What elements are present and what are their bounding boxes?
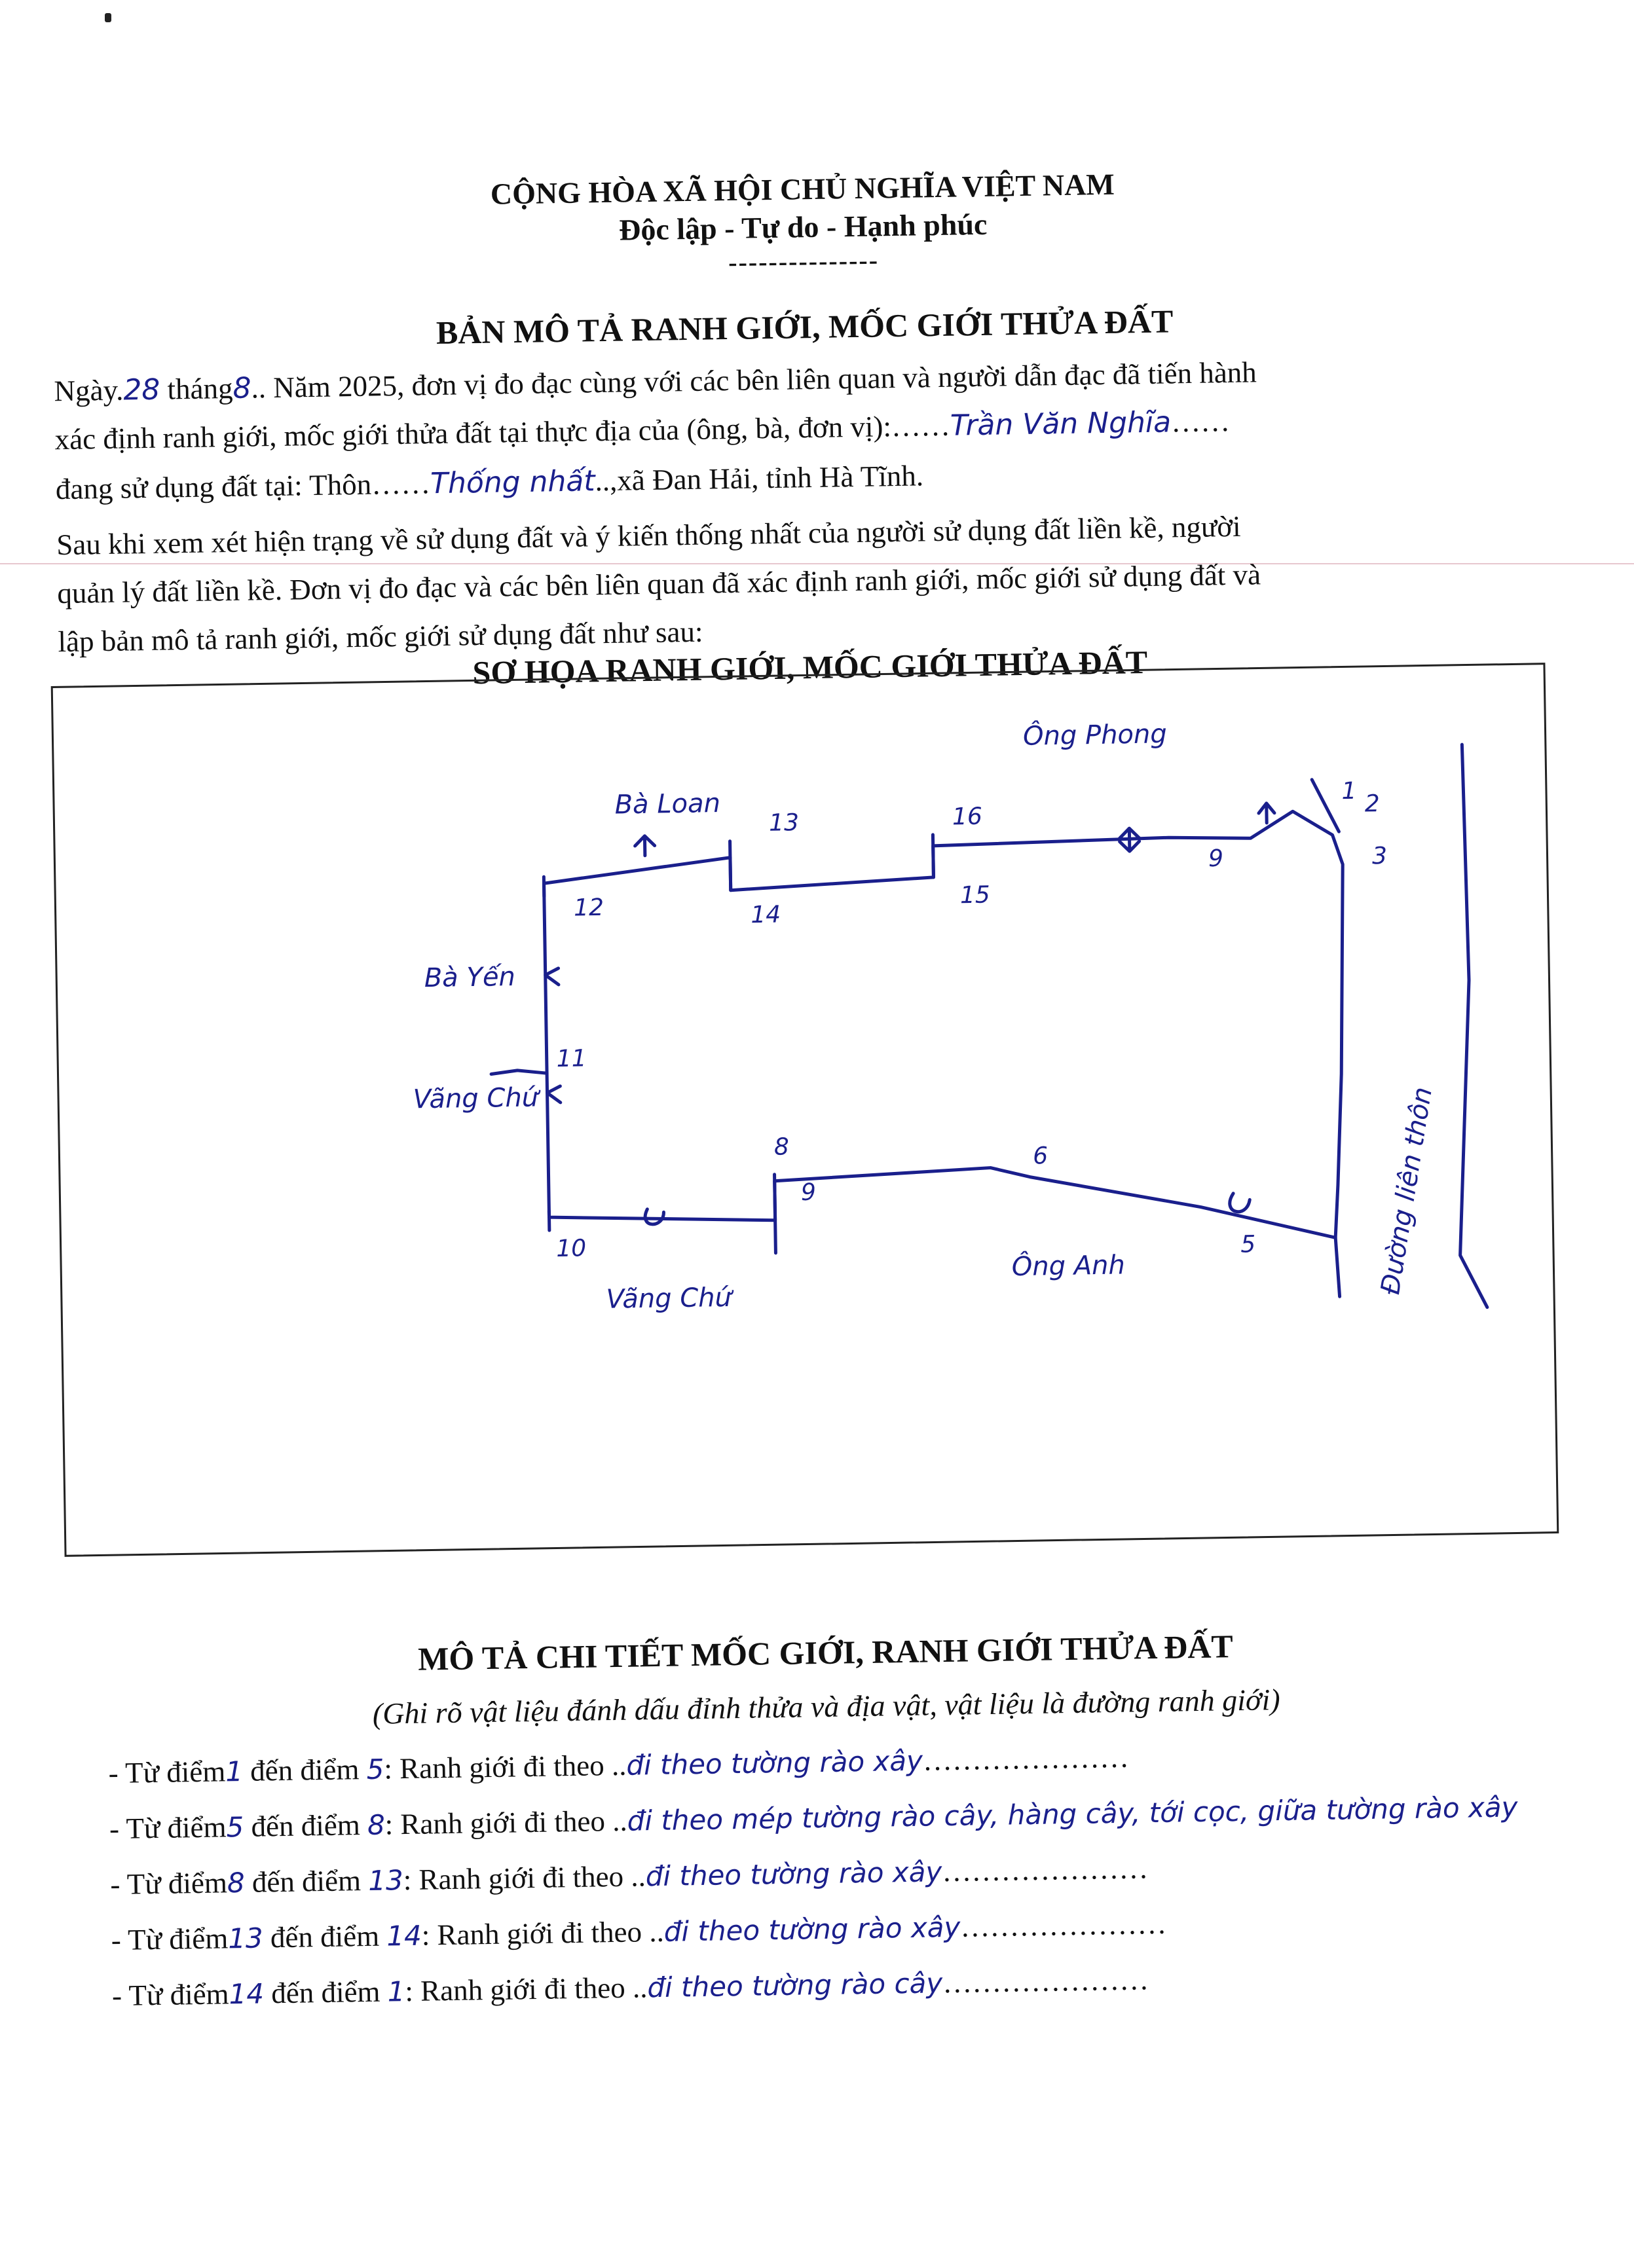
day-value: 28 — [122, 373, 160, 407]
point-label: 13 — [768, 809, 800, 837]
point-label: 16 — [952, 803, 983, 831]
village-name: Thống nhất — [430, 464, 595, 501]
label-road: Đường liên thôn — [1375, 1085, 1439, 1297]
intro-line-1: Ngày.28 tháng8.. Năm 2025, đơn vị đo đạc cùng với các bên liên quan và người dẫn đạc đã tiến hành — [54, 356, 1257, 408]
point-label: 1 — [1341, 777, 1357, 805]
point-label: 9 — [800, 1179, 817, 1207]
sketch-title: SƠ HỌA RANH GIỚI, MỐC GIỚI THỬA ĐẤT — [472, 644, 1148, 691]
owner-name: Trần Văn Nghĩa — [950, 405, 1172, 443]
detail-row: - Từ điểm8 đến điểm 13: Ranh giới đi theo ..đi theo tường rào xây………………… — [109, 1852, 1149, 1901]
month-value: 8 — [232, 371, 251, 405]
point-label: 12 — [573, 894, 604, 922]
label-neighbor-bottom-right: Ông Anh — [1011, 1250, 1126, 1283]
label-neighbor-top: Bà Loan — [614, 788, 721, 820]
point-label: 15 — [959, 881, 991, 909]
point-label: 9 — [1208, 845, 1224, 873]
paragraph-line-3: lập bản mô tả ranh giới, mốc giới sử dụng đất như sau: — [58, 615, 703, 659]
point-label: 11 — [556, 1045, 587, 1072]
nation-header: CỘNG HÒA XÃ HỘI CHỦ NGHĨA VIỆT NAM — [490, 167, 1115, 211]
paragraph-line-1: Sau khi xem xét hiện trạng về sử dụng đất và ý kiến thống nhất của người sử dụng đất liền kề, người — [56, 509, 1241, 562]
point-label: 3 — [1371, 842, 1388, 870]
label-neighbor-left-2: Vãng Chứ — [413, 1082, 539, 1115]
detail-row: - Từ điểm14 đến điểm 1: Ranh giới đi theo ..đi theo tường rào cây………………… — [111, 1963, 1149, 2013]
point-label: 5 — [1240, 1231, 1256, 1258]
point-label: 6 — [1032, 1143, 1049, 1170]
intro-line-3: đang sử dụng đất tại: Thôn……Thống nhất..,xã Đan Hải, tỉnh Hà Tĩnh. — [55, 459, 924, 506]
details-note: (Ghi rõ vật liệu đánh dấu đỉnh thửa và địa vật, vật liệu là đường ranh giới) — [372, 1683, 1280, 1730]
document-title: BẢN MÔ TẢ RANH GIỚI, MỐC GIỚI THỬA ĐẤT — [436, 302, 1174, 352]
label-neighbor-left-1: Bà Yến — [424, 961, 516, 994]
header-separator: --------------- — [728, 245, 880, 278]
detail-row: - Từ điểm5 đến điểm 8: Ranh giới đi theo ..đi theo mép tường rào cây, hàng cây, tới cọc, giữa tường rào xây — [109, 1791, 1518, 1846]
detail-row: - Từ điểm13 đến điểm 14: Ranh giới đi theo ..đi theo tường rào xây………………… — [111, 1907, 1167, 1957]
paragraph-line-2: quản lý đất liền kề. Đơn vị đo đạc và các bên liên quan đã xác định ranh giới, mốc giới sử dụng đất và — [56, 558, 1261, 610]
label-neighbor-bottom-left: Vãng Chứ — [606, 1282, 732, 1315]
point-label: 14 — [750, 901, 781, 929]
point-label: 10 — [555, 1235, 587, 1262]
point-label: 2 — [1364, 790, 1380, 818]
intro-line-2: xác định ranh giới, mốc giới thửa đất tại thực địa của (ông, bà, đơn vị):……Trần Văn Nghĩa…… — [54, 405, 1231, 456]
point-label: 8 — [773, 1133, 790, 1161]
motto-header: Độc lập - Tự do - Hạnh phúc — [618, 207, 988, 247]
detail-row: - Từ điểm1 đến điểm 5: Ranh giới đi theo ..đi theo tường rào xây………………… — [108, 1740, 1130, 1790]
label-neighbor-top-right: Ông Phong — [1022, 719, 1168, 752]
details-title: MÔ TẢ CHI TIẾT MỐC GIỚI, RANH GIỚI THỬA ĐẤT — [417, 1628, 1234, 1677]
